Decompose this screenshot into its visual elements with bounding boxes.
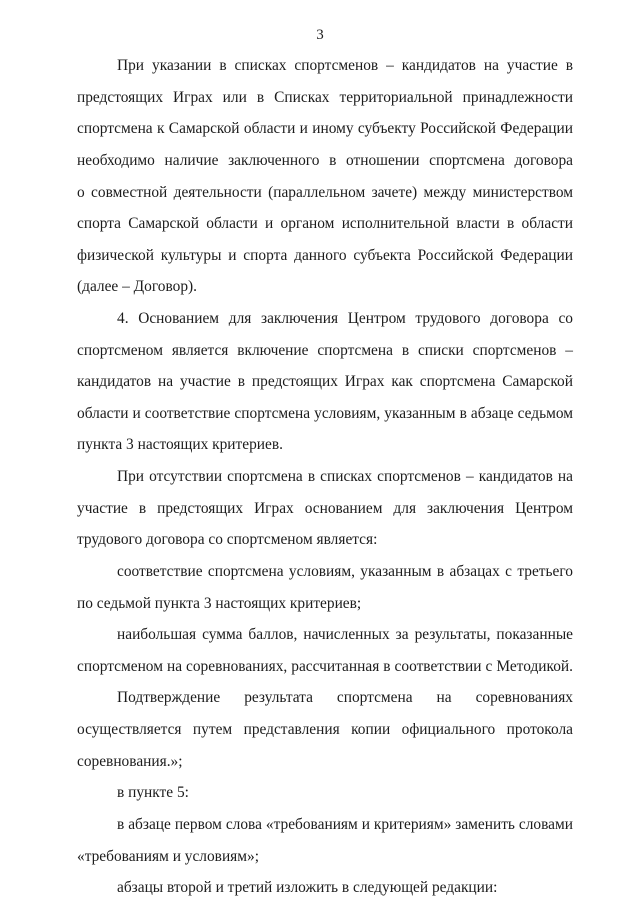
text-line: предстоящих Играх или в Списках территориальной принадлежности bbox=[77, 88, 573, 106]
text-line: в пункте 5: bbox=[117, 784, 189, 802]
page-number: 3 bbox=[316, 27, 324, 43]
text-line: (далее – Договор). bbox=[77, 278, 197, 296]
text-line: соответствие спортсмена условиям, указанным в абзацах с третьего bbox=[117, 562, 573, 580]
text-line: спорта Самарской области и органом исполнительной власти в области bbox=[77, 215, 573, 233]
text-line: спортсменом является включение спортсмена в списки спортсменов – bbox=[77, 341, 573, 359]
text-line: участие в предстоящих Играх основанием для заключения Центром bbox=[77, 499, 573, 517]
text-line: по седьмой пункта 3 настоящих критериев; bbox=[77, 594, 362, 612]
text-line: спортсмена к Самарской области и иному субъекту Российской Федерации bbox=[77, 120, 573, 138]
text-line: «требованиям и условиям»; bbox=[77, 847, 259, 865]
text-line: области и соответствие спортсмена условиям, указанным в абзаце седьмом bbox=[77, 404, 573, 422]
text-line: наибольшая сумма баллов, начисленных за результаты, показанные bbox=[117, 626, 573, 644]
text-line: При указании в списках спортсменов – кандидатов на участие в bbox=[117, 57, 573, 74]
text-line: в абзаце первом слова «требованиям и критериям» заменить словами bbox=[117, 815, 573, 833]
text-line: осуществляется путем представления копии официального протокола bbox=[77, 721, 573, 738]
text-line: При отсутствии спортсмена в списках спортсменов – кандидатов на bbox=[117, 468, 573, 486]
text-line: спортсменом на соревнованиях, рассчитанная в соответствии с Методикой. bbox=[77, 657, 573, 675]
text-line: трудового договора со спортсменом является: bbox=[77, 531, 378, 549]
text-line: абзацы второй и третий изложить в следующей редакции: bbox=[117, 879, 498, 897]
text-line: о совместной деятельности (параллельном зачете) между министерством bbox=[77, 183, 573, 201]
text-line: необходимо наличие заключенного в отношении спортсмена договора bbox=[77, 151, 573, 169]
text-line: кандидатов на участие в предстоящих Играх как спортсмена Самарской bbox=[77, 373, 573, 391]
text-line: Подтверждение результата спортсмена на соревнованиях bbox=[117, 689, 573, 707]
text-line: физической культуры и спорта данного субъекта Российской Федерации bbox=[77, 246, 573, 264]
text-line: 4. Основанием для заключения Центром трудового договора со bbox=[117, 310, 573, 327]
text-line: соревнования.»; bbox=[77, 752, 183, 770]
text-line: пункта 3 настоящих критериев. bbox=[77, 436, 283, 454]
